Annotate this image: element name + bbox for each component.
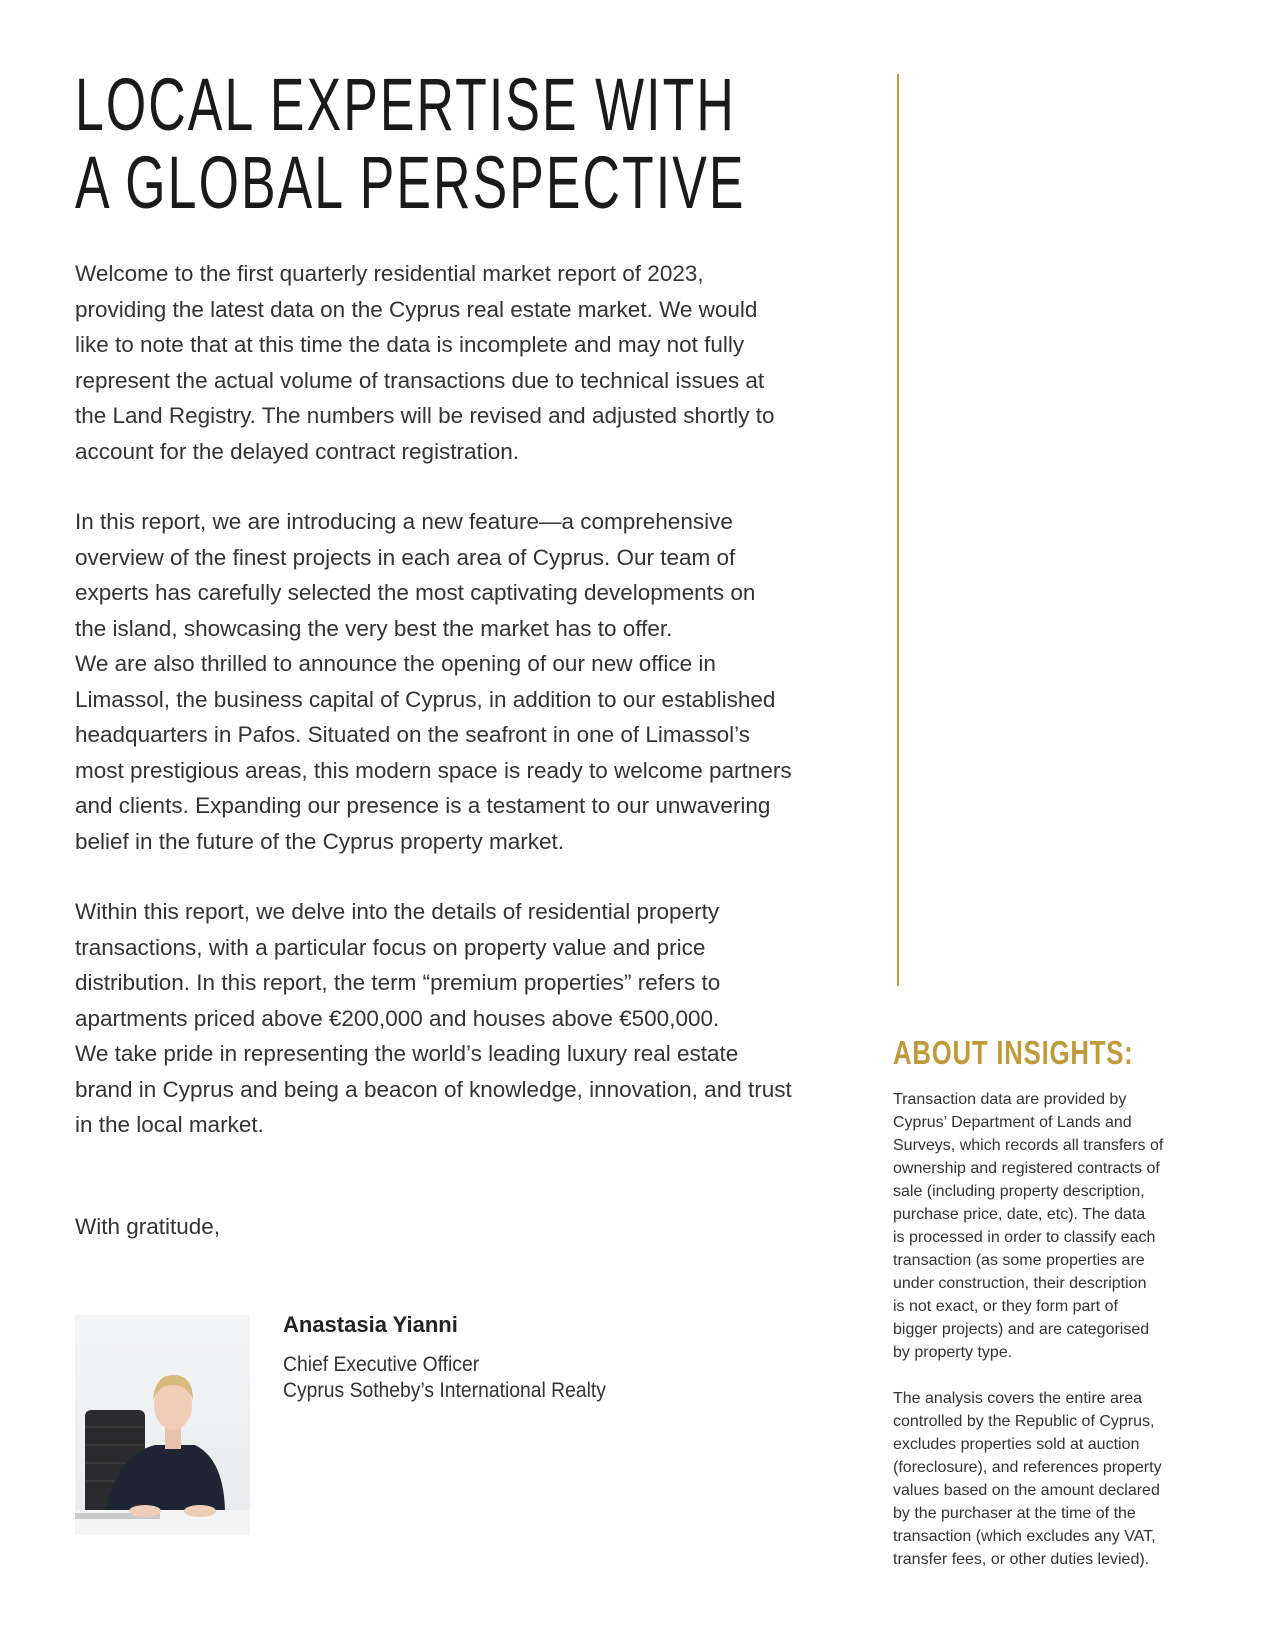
letter-body (75, 256, 975, 1178)
text-line: by property type. (893, 1344, 1013, 1361)
closing: With gratitude, (75, 1214, 221, 1239)
paragraph (75, 256, 975, 469)
text-line: Surveys, which records all transfers of (893, 1137, 1164, 1154)
text-line: represent the actual volume of transactions due to technical issues at (75, 367, 765, 393)
signatory-title: Chief Executive Officer (283, 1353, 480, 1376)
text-line: Welcome to the first quarterly residential market report of 2023, (75, 261, 704, 286)
paragraph (893, 1088, 1223, 1364)
text-line: transaction (which excludes any VAT, (893, 1528, 1156, 1545)
text-line: We are also thrilled to announce the opening of our new office in (75, 651, 716, 676)
text-line: Limassol, the business capital of Cyprus, in addition to our established (75, 686, 776, 712)
text-line: is processed in order to classify each (893, 1229, 1156, 1246)
text-line: values based on the amount declared (893, 1482, 1160, 1499)
ceo-portrait-photo (75, 1315, 250, 1535)
text-line: account for the delayed contract registration. (75, 438, 520, 464)
text-line: the Land Registry. The numbers will be revised and adjusted shortly to (75, 403, 775, 428)
text-line: belief in the future of the Cyprus property market. (75, 828, 564, 854)
text-line: ownership and registered contracts of (893, 1160, 1160, 1177)
text-line: bigger projects) and are categorised (893, 1321, 1150, 1338)
text-line: transactions, with a particular focus on property value and price (75, 934, 706, 960)
title-line: A GLOBAL PERSPECTIVE (75, 141, 746, 224)
paragraph (75, 894, 975, 1143)
text-line: most prestigious areas, this modern space is ready to welcome partners (75, 757, 792, 783)
text-line: brand in Cyprus and being a beacon of knowledge, innovation, and trust (75, 1076, 792, 1102)
text-line: Within this report, we delve into the details of residential property (75, 899, 720, 924)
paragraph (75, 504, 975, 859)
text-line: sale (including property description, (893, 1183, 1145, 1200)
text-line: The analysis covers the entire area (893, 1390, 1143, 1407)
text-line: and clients. Expanding our presence is a testament to our unwavering (75, 793, 771, 818)
text-line: purchase price, date, etc). The data (893, 1206, 1146, 1223)
text-line: In this report, we are introducing a new feature—a comprehensive (75, 509, 733, 534)
signatory-company: Cyprus Sotheby’s International Realty (283, 1379, 606, 1402)
signatory-name: Anastasia Yianni (283, 1312, 458, 1337)
text-line: Transaction data are provided by (893, 1091, 1127, 1108)
page-title (75, 63, 746, 224)
text-line: headquarters in Pafos. Situated on the seafront in one of Limassol’s (75, 722, 751, 747)
text-line: in the local market. (75, 1112, 264, 1137)
signatory-role (283, 1352, 606, 1404)
text-line: apartments priced above €200,000 and houses above €500,000. (75, 1005, 720, 1031)
text-line: providing the latest data on the Cyprus real estate market. We would (75, 296, 758, 322)
accent-divider (897, 74, 899, 986)
about-insights-text (893, 1088, 1223, 1594)
text-line: like to note that at this time the data is incomplete and may not fully (75, 332, 745, 357)
text-line: the island, showcasing the very best the market has to offer. (75, 615, 673, 641)
text-line: controlled by the Republic of Cyprus, (893, 1413, 1155, 1430)
text-line: We take pride in representing the world’s leading luxury real estate (75, 1041, 739, 1066)
text-line: distribution. In this report, the term “premium properties” refers to (75, 970, 721, 995)
about-insights-heading: ABOUT INSIGHTS: (893, 1034, 1134, 1071)
text-line: Cyprus’ Department of Lands and (893, 1114, 1132, 1131)
text-line: under construction, their description (893, 1275, 1147, 1292)
text-line: transfer fees, or other duties levied). (893, 1551, 1150, 1568)
text-line: excludes properties sold at auction (893, 1436, 1140, 1453)
text-line: is not exact, or they form part of (893, 1298, 1118, 1315)
text-line: (foreclosure), and references property (893, 1459, 1162, 1476)
text-line: overview of the finest projects in each area of Cyprus. Our team of (75, 544, 736, 570)
text-line: transaction (as some properties are (893, 1252, 1145, 1269)
text-line: experts has carefully selected the most captivating developments on (75, 580, 756, 605)
title-line: LOCAL EXPERTISE WITH (75, 63, 736, 146)
paragraph (893, 1387, 1223, 1571)
text-line: by the purchaser at the time of the (893, 1505, 1136, 1522)
